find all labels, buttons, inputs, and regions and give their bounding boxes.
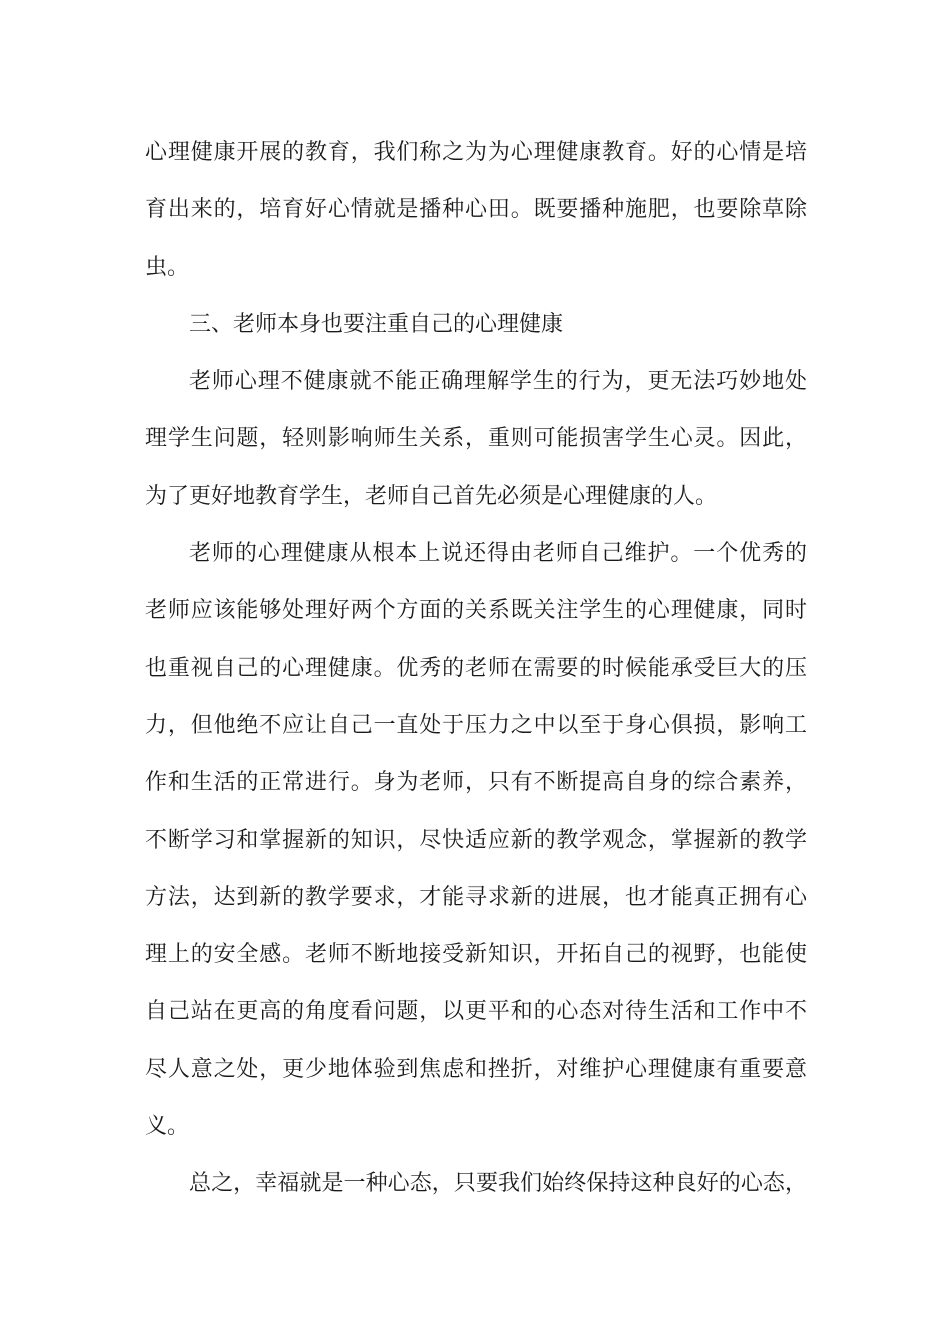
text-line: 方法，达到新的教学要求，才能寻求新的进展，也才能真正拥有心	[145, 884, 807, 910]
text-line: 尽人意之处，更少地体验到焦虑和挫折，对维护心理健康有重要意	[145, 1056, 807, 1082]
text-line: 作和生活的正常进行。身为老师，只有不断提高自身的综合素养，	[145, 770, 807, 796]
text-line: 为了更好地教育学生，老师自己首先必须是心理健康的人。	[145, 483, 718, 509]
text-line: 力，但他绝不应让自己一直处于压力之中以至于身心俱损，影响工	[145, 712, 807, 738]
text-line: 三、老师本身也要注重自己的心理健康	[189, 311, 564, 337]
text-line: 育出来的，培育好心情就是播种心田。既要播种施肥，也要除草除	[145, 197, 807, 223]
text-line: 理上的安全感。老师不断地接受新知识，开拓自己的视野，也能使	[145, 942, 807, 968]
text-line: 总之，幸福就是一种心态，只要我们始终保持这种良好的心态，	[189, 1171, 807, 1197]
text-line: 老师的心理健康从根本上说还得由老师自己维护。一个优秀的	[189, 541, 807, 567]
text-line: 心理健康开展的教育，我们称之为为心理健康教育。好的心情是培	[145, 140, 807, 165]
text-line: 自己站在更高的角度看问题，以更平和的心态对待生活和工作中不	[145, 999, 807, 1025]
text-line: 义。	[145, 1114, 190, 1140]
text-line: 不断学习和掌握新的知识，尽快适应新的教学观念，掌握新的教学	[145, 827, 807, 853]
text-line: 理学生问题，轻则影响师生关系，重则可能损害学生心灵。因此，	[145, 426, 807, 452]
text-line: 虫。	[145, 254, 190, 280]
text-line: 老师心理不健康就不能正确理解学生的行为，更无法巧妙地处	[189, 369, 807, 395]
body-text	[145, 124, 807, 1213]
text-line: 也重视自己的心理健康。优秀的老师在需要的时候能承受巨大的压	[145, 655, 807, 681]
text-line: 老师应该能够处理好两个方面的关系既关注学生的心理健康，同时	[145, 598, 807, 624]
